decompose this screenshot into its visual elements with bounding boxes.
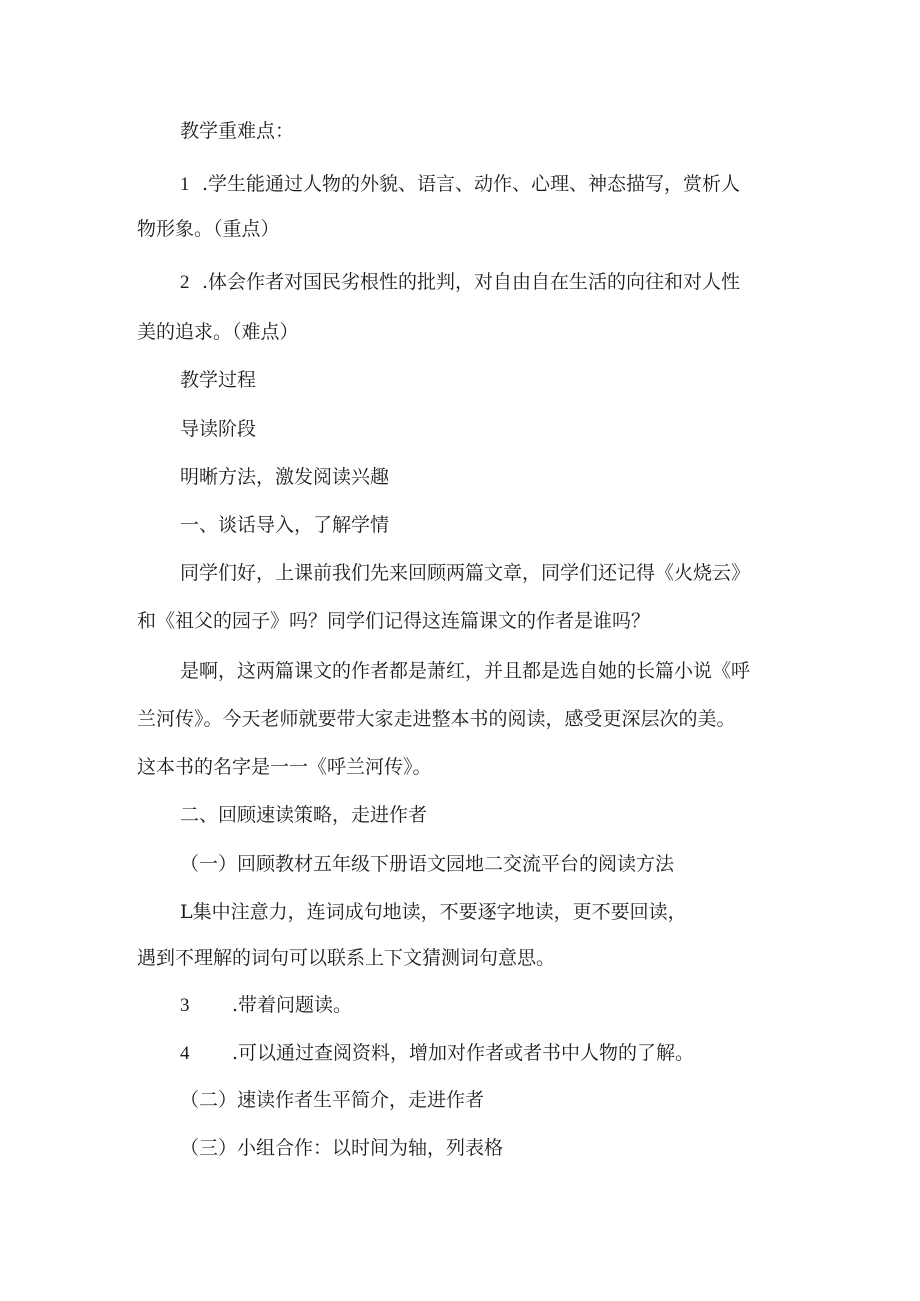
item-3-number: 3 [180,995,190,1016]
heading-process: 教学过程 [180,369,257,391]
section-2-title: 二、回顾速读策略，走进作者 [180,804,428,826]
point-2-line-1 [180,269,740,296]
sub-1-title: （一）回顾教材五年级下册语文园地二交流平台的阅读方法 [180,853,675,875]
sub-2-title: （二）速读作者生平简介，走进作者 [180,1089,485,1111]
item-l-line-1: L集中注意力，连词成句地读，不要逐字地读，更不要回读， [180,901,687,923]
item-4-text: .可以通过查阅资料，增加对作者或者书中人物的了解。 [232,1042,695,1064]
item-4 [180,1040,694,1067]
point-2-line-2: 美的追求。（难点） [137,321,299,343]
point-1-number: 1 [180,174,190,195]
item-4-number: 4 [180,1043,190,1064]
heading-stage: 导读阶段 [180,418,257,440]
para-2-line-2: 兰河传》。今天老师就要带大家走进整本书的阅读，感受更深层次的美。 [137,708,736,730]
heading-method: 明晰方法，激发阅读兴趣 [180,466,390,488]
item-l-line-2: 遇到不理解的词句可以联系上下文猜测词句意思。 [137,947,556,969]
point-2-text: .体会作者对国民劣根性的批判，对自由自在生活的向往和对人性 [202,271,741,293]
point-1-line-1 [180,171,740,198]
para-1-line-2: 和《祖父的园子》吗？同学们记得这连篇课文的作者是谁吗？ [137,610,651,632]
point-1-line-2: 物形象。（重点） [137,218,280,240]
item-3-text: .带着问题读。 [232,994,353,1016]
heading-key-points: 教学重难点： [180,120,295,142]
point-2-number: 2 [180,272,190,293]
point-1-text: .学生能通过人物的外貌、语言、动作、心理、神态描写，赏析人 [202,173,741,195]
sub-3-title: （三）小组合作：以时间为轴，列表格 [180,1137,504,1159]
para-2-line-1: 是啊，这两篇课文的作者都是萧红，并且都是选自她的长篇小说《呼 [180,660,751,682]
section-1-title: 一、谈话导入，了解学情 [180,514,390,536]
para-2-line-3: 这本书的名字是一一《呼兰河传》。 [137,756,432,778]
para-1-line-1: 同学们好，上课前我们先来回顾两篇文章，同学们还记得《火烧云》 [180,562,751,584]
item-3 [180,992,352,1019]
